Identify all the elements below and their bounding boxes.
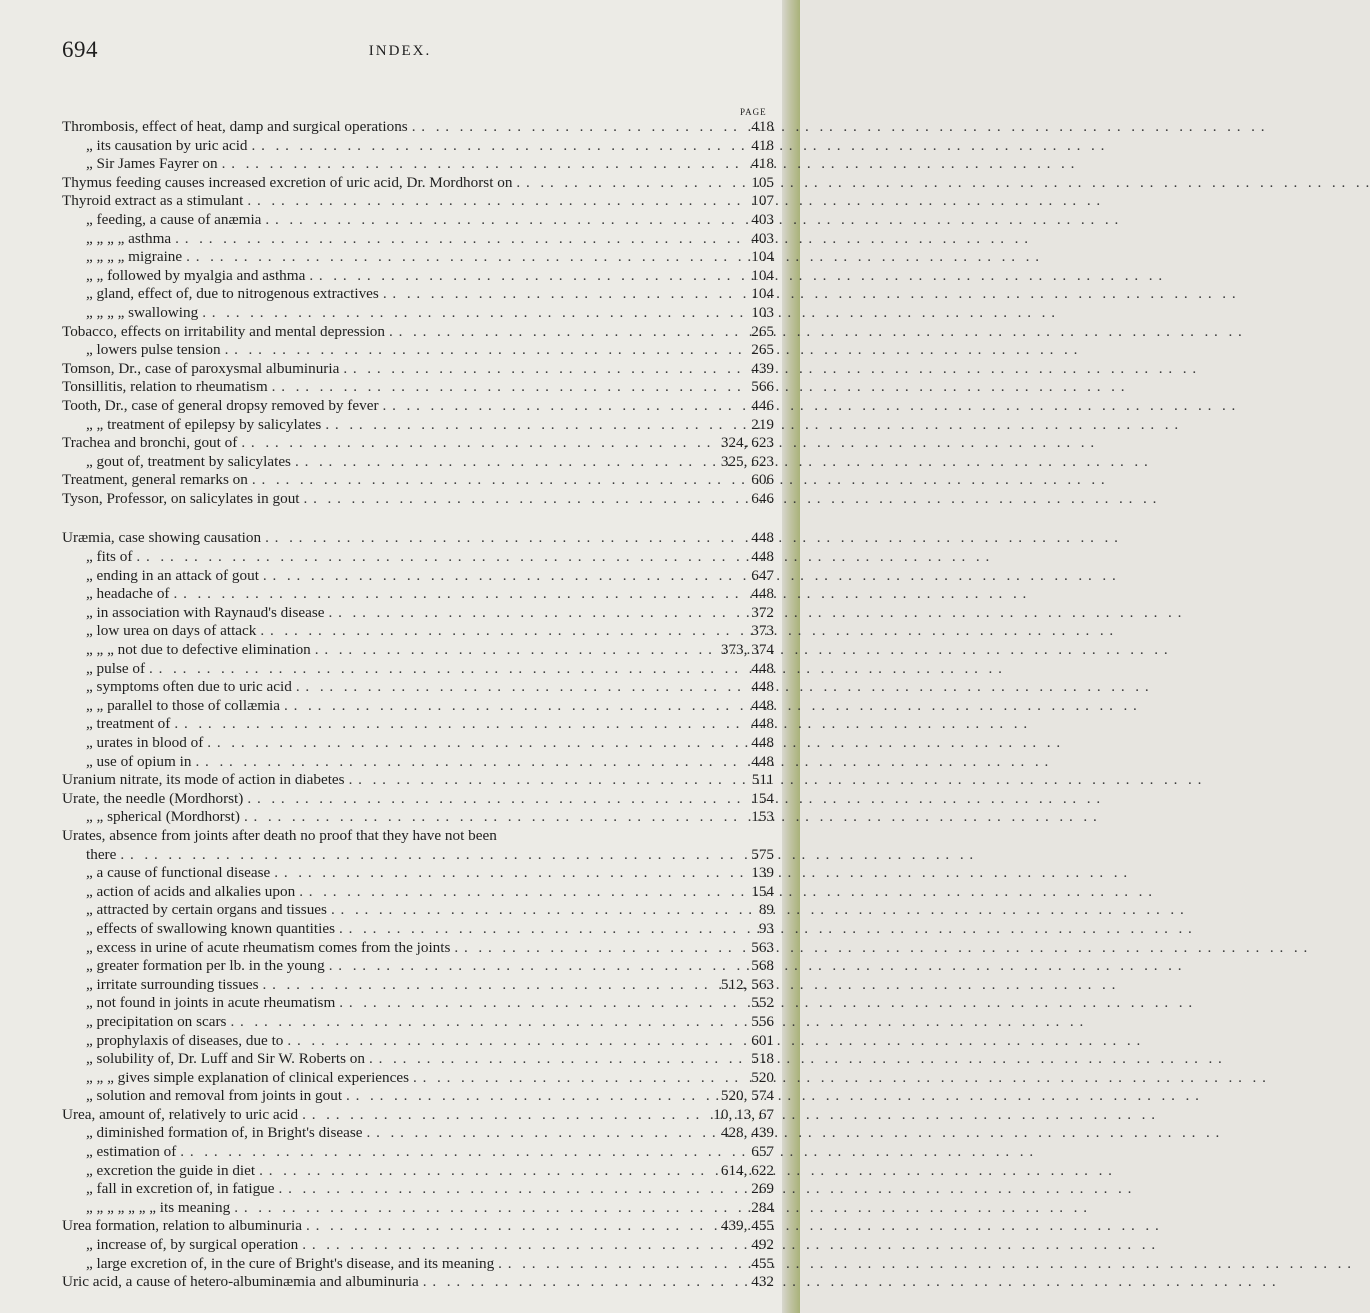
index-entry [62,939,774,958]
entry-pages: 284 [751,1198,774,1216]
entry-pages: 89 [758,901,774,919]
dot-leader [280,697,751,716]
index-entry [62,976,774,995]
entry-text: Urea, amount of, relatively to uric acid [62,1105,299,1123]
dot-leader [169,585,751,604]
index-entry [62,697,774,716]
entry-pages: 103 [751,303,774,321]
entry-text: „ fits of [86,548,133,566]
entry-pages: 568 [751,957,774,975]
entry-pages: 563 [751,938,774,956]
entry-text: „ gland, effect of, due to nitrogenous extractives [86,285,379,303]
entry-text: „ large excretion of, in the cure of Bright's disease, and its meaning [86,1254,495,1272]
dot-leader [325,604,752,623]
entry-text: there [86,845,117,863]
entry-text: „ „ treatment of epilepsy by salicylates [86,415,322,433]
entry-pages: 439, 455 [720,1217,774,1235]
index-entry [62,548,774,567]
index-entry [62,864,774,883]
entry-pages: 432 [751,1273,774,1291]
entry-text: Tomson, Dr., case of paroxysmal albuminuria [62,359,340,377]
dot-leader [283,1032,751,1051]
index-entry [62,957,774,976]
dot-leader [243,790,751,809]
entry-text: „ greater formation per lb. in the young [86,957,325,975]
index-entry [62,285,774,304]
dot-leader [256,622,751,641]
dot-leader [261,529,751,548]
index-entry [62,1013,774,1032]
dot-leader [408,118,752,137]
entry-pages: 154 [751,789,774,807]
entry-text: Tonsillitis, relation to rheumatism [62,378,268,396]
index-entry [62,248,774,267]
index-entry [62,1050,774,1069]
entry-text: „ ending in an attack of gout [86,566,259,584]
entry-pages: 657 [751,1143,774,1161]
index-entry [62,323,774,342]
index-entry [62,585,774,604]
entry-text: „ symptoms often due to uric acid [86,678,292,696]
dot-leader [300,490,752,509]
dot-leader [170,715,751,734]
dot-leader [292,678,751,697]
entry-pages: 448 [751,678,774,696]
index-entry [62,660,774,679]
dot-leader [203,734,751,753]
entry-text: „ „ „ „ asthma [86,229,172,247]
dot-leader [259,567,751,586]
index-entry [62,304,774,323]
dot-leader [226,1013,751,1032]
entry-pages: 646 [751,489,774,507]
entry-pages: 492 [751,1236,774,1254]
entry-text: „ low urea on days of attack [86,622,257,640]
index-entry [62,118,774,137]
dot-leader [379,285,751,304]
entry-text: „ attracted by certain organs and tissues [86,901,327,919]
dot-leader [176,1143,751,1162]
entry-pages: 575 [751,845,774,863]
entry-pages: 511 [751,771,774,789]
entry-pages: 403 [751,210,774,228]
dot-leader [345,771,752,790]
entry-pages: 153 [751,808,774,826]
entry-text: „ effects of swallowing known quantities [86,919,335,937]
entry-pages: 372 [751,603,774,621]
entry-pages: 520, 574 [720,1087,774,1105]
entry-pages: 418 [751,155,774,173]
dot-leader [379,397,752,416]
entry-text: „ estimation of [86,1143,177,1161]
index-entry [62,1236,774,1255]
index-entry [62,360,774,379]
dot-leader [512,174,751,193]
entry-text: „ „ spherical (Mordhorst) [86,808,240,826]
dot-leader [419,1273,751,1292]
entry-pages: 154 [751,882,774,900]
entry-text: „ „ „ gives simple explanation of clinical experiences [86,1068,410,1086]
entry-pages: 566 [751,378,774,396]
dot-leader [363,1124,721,1143]
dot-leader [198,304,751,323]
dot-leader [255,1162,721,1181]
index-entry [62,753,774,772]
entry-text: „ gout of, treatment by salicylates [86,452,291,470]
dot-leader [327,901,759,920]
dot-leader [450,939,751,958]
entry-pages: 269 [751,1180,774,1198]
entry-pages: 104 [751,248,774,266]
entry-text: „ feeding, a cause of anæmia [86,210,262,228]
dot-leader [295,883,751,902]
entry-pages: 448 [751,715,774,733]
index-entry [62,174,774,193]
entry-text: Uric acid, a cause of hetero-albuminæmia and albuminuria [62,1273,419,1291]
index-entry [62,490,774,509]
dot-leader [494,1255,751,1274]
dot-leader [221,341,752,360]
dot-leader [365,1050,751,1069]
dot-leader [291,453,721,472]
dot-leader [321,416,751,435]
entry-pages: 518 [751,1050,774,1068]
dot-leader [248,137,752,156]
entry-text: „ excretion the guide in diet [86,1161,256,1179]
entry-pages: 448 [751,548,774,566]
entry-pages: 448 [751,696,774,714]
index-entry [62,808,774,827]
entry-text: „ „ „ not due to defective elimination [86,641,311,659]
index-entry [62,994,774,1013]
dot-leader [298,1236,751,1255]
index-entry [62,1069,774,1088]
index-entry [62,1087,774,1106]
index-entry [62,529,774,548]
dot-leader [191,753,751,772]
entry-pages: 325, 623 [720,452,774,470]
index-entry [62,416,774,435]
entry-pages: 552 [751,994,774,1012]
entry-pages: 219 [751,415,774,433]
entry-pages: 373 [751,622,774,640]
index-entry [62,846,774,865]
index-entry [62,1124,774,1143]
entry-text: „ lowers pulse tension [86,341,221,359]
entry-text: „ in association with Raynaud's disease [86,603,325,621]
entry-text: „ prophylaxis of diseases, due to [86,1031,284,1049]
dot-leader [325,957,752,976]
dot-leader [243,192,751,211]
index-entry [62,211,774,230]
index-entry [62,1106,774,1125]
entry-text: „ treatment of [86,715,171,733]
dot-leader [335,994,751,1013]
index-entry [62,267,774,286]
entry-text: „ urates in blood of [86,734,204,751]
entry-pages: 647 [751,566,774,584]
index-entry [62,1032,774,1051]
entry-text: „ „ parallel to those of collæmia [86,696,280,714]
index-entry [62,192,774,211]
entry-text: Thyroid extract as a stimulant [62,192,244,210]
dot-leader [132,548,751,567]
page-number: 694 [62,37,98,62]
dot-leader [305,267,751,286]
entry-text: „ excess in urine of acute rheumatism comes from the joints [86,938,451,956]
dot-leader [240,808,751,827]
index-entry [62,901,774,920]
entry-pages: 614, 622 [720,1161,774,1179]
entry-pages: 105 [751,173,774,191]
dot-leader [171,230,751,249]
entry-pages: 556 [751,1012,774,1030]
index-entry [62,715,774,734]
index-entry [62,1162,774,1181]
dot-leader [409,1069,751,1088]
entry-pages: 107 [751,192,774,210]
dot-leader [259,976,721,995]
entry-text: „ pulse of [86,659,146,677]
entry-pages: 448 [751,659,774,677]
index-entries [62,118,774,1292]
entry-text: Treatment, general remarks on [62,471,248,489]
entry-text: „ diminished formation of, in Bright's disease [86,1124,363,1142]
entry-pages: 265 [751,341,774,359]
index-entry [62,1180,774,1199]
section-gap [62,508,774,529]
entry-text: Tyson, Professor, on salicylates in gout [62,489,300,507]
dot-leader [275,1180,752,1199]
index-entry [62,734,774,753]
dot-leader [298,1106,713,1125]
index-entry [62,641,774,660]
index-entry [62,622,774,641]
entry-text: „ action of acids and alkalies upon [86,882,296,900]
entry-pages: 606 [751,471,774,489]
entry-text: „ not found in joints in acute rheumatism [86,994,336,1012]
index-entry [62,771,774,790]
index-entry [62,790,774,809]
entry-pages: 428, 439 [720,1124,774,1142]
entry-pages: 403 [751,229,774,247]
dot-leader [261,211,751,230]
running-head: INDEX. [368,43,432,59]
entry-text: Tobacco, effects on irritability and mental depression [62,322,385,340]
entry-pages: 418 [751,136,774,154]
dot-leader [237,434,721,453]
index-entry [62,471,774,490]
dot-leader [268,378,752,397]
entry-pages: 439 [751,359,774,377]
entry-text: „ solubility of, Dr. Luff and Sir W. Roberts on [86,1050,365,1068]
entry-text: „ precipitation on scars [86,1012,227,1030]
entry-text: „ use of opium in [86,752,192,770]
entry-text: „ fall in excretion of, in fatigue [86,1180,275,1198]
index-entry [62,1199,774,1218]
dot-leader [335,920,759,939]
index-entry [62,137,774,156]
dot-leader [302,1217,721,1236]
index-entry [62,827,774,846]
entry-pages: 601 [751,1031,774,1049]
entry-pages: 104 [751,285,774,303]
entry-pages: 448 [751,734,774,751]
entry-text: Tooth, Dr., case of general dropsy removed by fever [62,396,379,414]
entry-pages: 418 [751,118,774,135]
dot-leader [339,360,751,379]
entry-text: „ its causation by uric acid [86,136,248,154]
dot-leader [385,323,751,342]
index-entry [62,567,774,586]
entry-text: Uræmia, case showing causation [62,529,262,547]
dot-leader [116,846,751,865]
dot-leader [230,1199,751,1218]
index-entry [62,378,774,397]
entry-pages: 520 [751,1068,774,1086]
entry-text: Urea formation, relation to albuminuria [62,1217,302,1235]
entry-pages: 446 [751,396,774,414]
index-entry [62,397,774,416]
index-entry [62,341,774,360]
entry-text: Urates, absence from joints after death no proof that they have not been [62,826,497,844]
entry-pages: 373, 374 [720,641,774,659]
index-entry [62,230,774,249]
index-entry [62,155,774,174]
entry-text: „ „ „ „ migraine [86,248,183,266]
dot-leader [218,155,752,174]
index-entry [62,604,774,623]
entry-text: „ a cause of functional disease [86,864,271,882]
entry-pages: 455 [751,1254,774,1272]
entry-text: Trachea and bronchi, gout of [62,434,238,452]
index-entry [62,883,774,902]
entry-pages: 10, 13, 67 [713,1105,774,1123]
index-entry [62,453,774,472]
dot-leader [311,641,721,660]
dot-leader [270,864,751,883]
entry-text: „ irritate surrounding tissues [86,975,259,993]
index-entry [62,434,774,453]
entry-text: Uranium nitrate, its mode of action in diabetes [62,771,345,789]
entry-text: Thrombosis, effect of heat, damp and surgical operations [62,118,408,135]
page-column-label: PAGE [740,107,767,117]
entry-text: „ „ „ „ „ „ „ its meaning [86,1198,231,1216]
dot-leader [248,471,751,490]
entry-pages: 448 [751,585,774,603]
entry-text: Thymus feeding causes increased excretion of uric acid, Dr. Mordhorst on [62,173,513,191]
index-entry [62,1217,774,1236]
index-entry [62,1143,774,1162]
dot-leader [342,1087,721,1106]
entry-text: Urate, the needle (Mordhorst) [62,789,244,807]
entry-pages: 448 [751,752,774,770]
index-entry [62,1273,774,1292]
entry-text: „ „ „ „ swallowing [86,303,199,321]
dot-leader [182,248,751,267]
entry-pages: 93 [758,919,774,937]
entry-text: „ „ followed by myalgia and asthma [86,266,306,284]
entry-pages: 448 [751,529,774,547]
entry-pages: 139 [751,864,774,882]
entry-pages: 512, 563 [720,975,774,993]
entry-text: „ Sir James Fayrer on [86,155,218,173]
entry-text: „ increase of, by surgical operation [86,1236,299,1254]
dot-leader [145,660,751,679]
entry-pages: 265 [751,322,774,340]
entry-pages: 324, 623 [720,434,774,452]
index-entry [62,1255,774,1274]
index-entry [62,920,774,939]
index-entry [62,678,774,697]
entry-text: „ solution and removal from joints in gout [86,1087,343,1105]
entry-pages: 104 [751,266,774,284]
entry-text: „ headache of [86,585,170,603]
